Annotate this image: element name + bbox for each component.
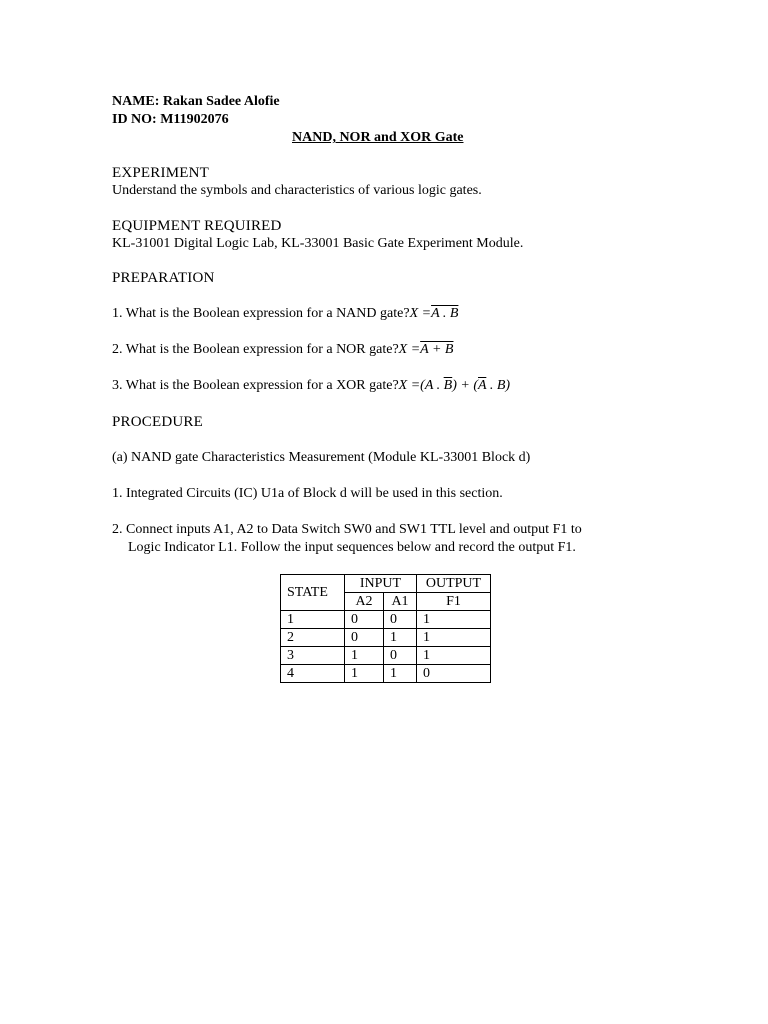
procedure-step-1: 1. Integrated Circuits (IC) U1a of Block d will be used in this section. — [112, 486, 503, 501]
table-row — [281, 629, 491, 647]
procedure-part-a: (a) NAND gate Characteristics Measurement (Module KL-33001 Block d) — [112, 450, 531, 465]
procedure-heading: PROCEDURE — [112, 414, 203, 430]
equipment-text: KL-31001 Digital Logic Lab, KL-33001 Basic Gate Experiment Module. — [112, 236, 524, 251]
a1-cell: 0 — [384, 647, 417, 665]
question-3-paren-close-2: ) — [505, 378, 511, 393]
question-3-term-b-2: B — [496, 378, 506, 393]
state-cell: 4 — [281, 665, 345, 683]
a1-cell: 0 — [384, 611, 417, 629]
student-id: ID NO: M11902076 — [112, 112, 229, 127]
table-header-row-1 — [281, 575, 491, 593]
f1-cell: 1 — [417, 647, 491, 665]
state-header: STATE — [281, 575, 345, 611]
nand-truth-table — [280, 574, 491, 683]
table-row — [281, 647, 491, 665]
f1-cell: 1 — [417, 611, 491, 629]
a2-cell: 0 — [345, 611, 384, 629]
question-2-text: 2. What is the Boolean expression for a NOR gate? — [112, 342, 399, 357]
question-3-dot-1: . — [433, 378, 444, 393]
question-3-dot-2: . — [486, 378, 497, 393]
output-header: OUTPUT — [417, 575, 491, 593]
a2-cell: 0 — [345, 629, 384, 647]
question-3-term-a-1: A — [424, 378, 434, 393]
experiment-heading: EXPERIMENT — [112, 165, 209, 181]
column-a2-header: A2 — [345, 593, 384, 611]
question-3-term-a-bar: $\overline{A}$ — [478, 378, 487, 393]
table-row — [281, 611, 491, 629]
question-3-plus: + — [456, 378, 474, 393]
student-name: NAME: Rakan Sadee Alofie — [112, 94, 280, 109]
procedure-step-2-line-1: 2. Connect inputs A1, A2 to Data Switch SW0 and SW1 TTL level and output F1 to — [112, 522, 582, 537]
question-3-term-b-bar: $\overline{B}$ — [443, 378, 453, 393]
input-header: INPUT — [345, 575, 417, 593]
a2-cell: 1 — [345, 647, 384, 665]
question-3-paren-close-1: ) — [452, 378, 457, 393]
f1-cell: 1 — [417, 629, 491, 647]
procedure-step-2-line-2: Logic Indicator L1. Follow the input sequences below and record the output F1. — [128, 540, 576, 555]
column-f1-header: F1 — [417, 593, 491, 611]
preparation-question-3 — [112, 378, 510, 394]
question-2-expression: A + B — [420, 342, 454, 357]
question-3-text: 3. What is the Boolean expression for a XOR gate? — [112, 378, 399, 393]
question-2-lhs: X = — [398, 342, 421, 357]
a2-cell: 1 — [345, 665, 384, 683]
question-1-text: 1. What is the Boolean expression for a NAND gate? — [112, 306, 410, 321]
question-1-lhs: X = — [409, 306, 432, 321]
a1-cell: 1 — [384, 665, 417, 683]
question-3-lhs: X = — [398, 378, 421, 393]
preparation-heading: PREPARATION — [112, 270, 215, 286]
state-cell: 2 — [281, 629, 345, 647]
a1-cell: 1 — [384, 629, 417, 647]
document-title: NAND, NOR and XOR Gate — [292, 130, 464, 145]
question-1-expression: A . B — [431, 306, 459, 321]
preparation-question-1 — [112, 306, 458, 322]
equipment-heading: EQUIPMENT REQUIRED — [112, 218, 282, 234]
state-cell: 3 — [281, 647, 345, 665]
f1-cell: 0 — [417, 665, 491, 683]
table-row — [281, 665, 491, 683]
state-cell: 1 — [281, 611, 345, 629]
question-3-paren-open-1: ( — [420, 378, 425, 393]
preparation-question-2 — [112, 342, 453, 358]
experiment-text: Understand the symbols and characteristics of various logic gates. — [112, 183, 482, 198]
question-3-paren-open-2: ( — [473, 378, 479, 393]
column-a1-header: A1 — [384, 593, 417, 611]
